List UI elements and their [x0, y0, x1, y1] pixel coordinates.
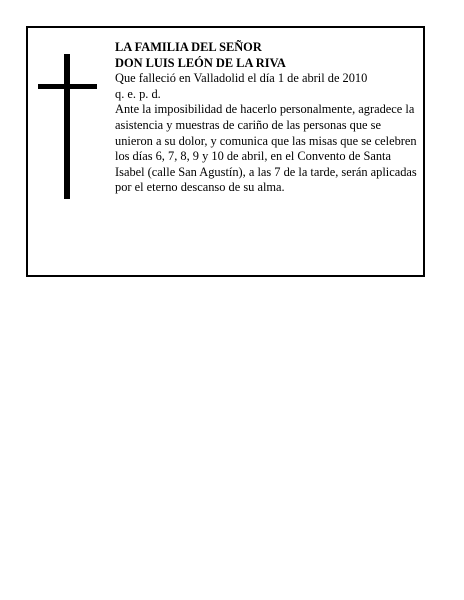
notice-text [115, 40, 421, 196]
rip-abbreviation: q. e. p. d. [115, 86, 161, 101]
cross-vertical-bar [64, 54, 70, 199]
cross-horizontal-bar [38, 84, 97, 89]
latin-cross-icon [38, 54, 98, 199]
obituary-notice [26, 26, 425, 277]
death-announcement: Que falleció en Valladolid el día 1 de abril de 2010 [115, 71, 368, 86]
notice-heading-family: LA FAMILIA DEL SEÑOR [115, 40, 262, 54]
notice-heading-name: DON LUIS LEÓN DE LA RIVA [115, 55, 286, 70]
notice-body: Ante la imposibilidad de hacerlo personalmente, agradece la asistencia y muestras de cariño de las personas que se unieron a su dolor, y comunica que las misas que se celebren los días 6, 7, 8, 9 y 10 de abril, en el Convento de Santa Isabel (calle San Agustín), a las 7 de la tarde, serán aplicadas por el eterno descanso de su alma. [115, 102, 417, 195]
